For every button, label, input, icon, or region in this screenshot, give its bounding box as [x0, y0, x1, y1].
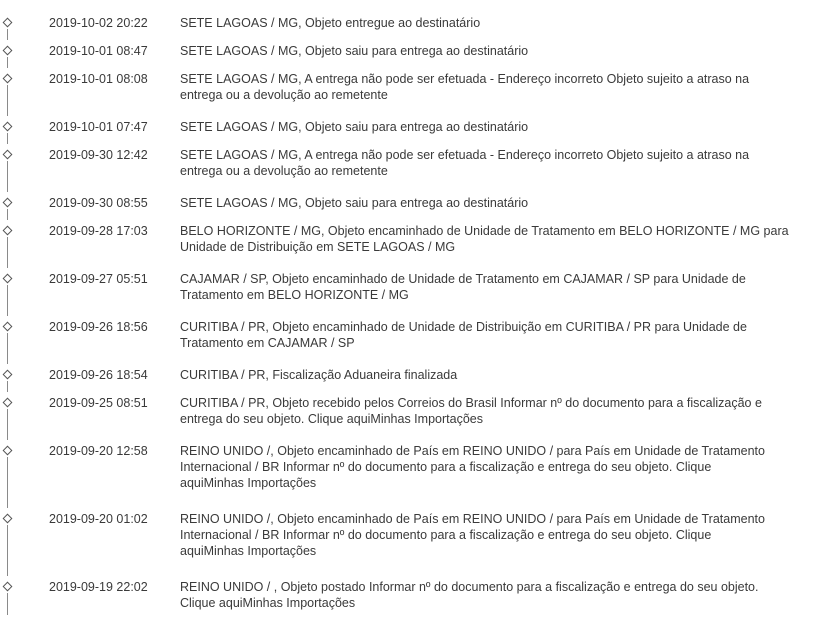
timeline-connector	[7, 525, 8, 576]
timeline-connector	[7, 285, 8, 316]
event-date: 2019-10-01 07:47	[49, 120, 148, 134]
event-description-line: aquiMinhas Importações	[180, 476, 317, 490]
event-date: 2019-10-02 20:22	[49, 16, 148, 30]
event-date: 2019-09-26 18:56	[49, 320, 148, 334]
event-description-line: SETE LAGOAS / MG, Objeto saiu para entrega ao destinatário	[180, 120, 529, 134]
event-description-line: SETE LAGOAS / MG, Objeto saiu para entrega ao destinatário	[180, 196, 529, 210]
timeline-connector	[7, 57, 8, 68]
diamond-marker-icon	[3, 322, 13, 332]
event-date: 2019-09-20 12:58	[49, 444, 148, 458]
event-description	[180, 15, 831, 31]
event-date: 2019-09-30 08:55	[49, 196, 148, 210]
diamond-marker-icon	[3, 226, 13, 236]
timeline-connector	[7, 133, 8, 144]
event-description	[180, 71, 831, 103]
event-description-line: CURITIBA / PR, Objeto recebido pelos Correios do Brasil Informar nº do documento para a fiscalização e	[180, 396, 762, 410]
event-description	[180, 119, 831, 135]
diamond-marker-icon	[3, 122, 13, 132]
event-description-line: CURITIBA / PR, Fiscalização Aduaneira finalizada	[180, 368, 458, 382]
event-description	[180, 319, 831, 351]
event-description-line: SETE LAGOAS / MG, A entrega não pode ser efetuada - Endereço incorreto Objeto sujeito a atraso na	[180, 72, 750, 86]
event-description-line: aquiMinhas Importações	[180, 544, 317, 558]
event-description	[180, 271, 831, 303]
timeline-connector	[7, 161, 8, 192]
event-date: 2019-09-19 22:02	[49, 580, 148, 594]
event-description	[180, 579, 831, 611]
timeline-connector	[7, 85, 8, 116]
event-description	[180, 367, 831, 383]
timeline-connector	[7, 237, 8, 268]
timeline-connector	[7, 409, 8, 440]
diamond-marker-icon	[3, 370, 13, 380]
timeline-connector	[7, 593, 8, 615]
timeline-connector	[7, 209, 8, 220]
event-date: 2019-09-28 17:03	[49, 224, 148, 238]
event-date: 2019-09-30 12:42	[49, 148, 148, 162]
timeline-connector	[7, 29, 8, 40]
diamond-marker-icon	[3, 514, 13, 524]
event-description-line: CAJAMAR / SP, Objeto encaminhado de Unidade de Tratamento em CAJAMAR / SP para Unidade de	[180, 272, 746, 286]
event-description-line: SETE LAGOAS / MG, A entrega não pode ser efetuada - Endereço incorreto Objeto sujeito a atraso na	[180, 148, 750, 162]
event-description	[180, 195, 831, 211]
timeline-connector	[7, 457, 8, 508]
event-description-line: Internacional / BR Informar nº do documento para a fiscalização e entrega do seu objeto. Clique	[180, 460, 712, 474]
event-date: 2019-09-25 08:51	[49, 396, 148, 410]
event-description	[180, 43, 831, 59]
event-description-line: CURITIBA / PR, Objeto encaminhado de Unidade de Distribuição em CURITIBA / PR para Unidade de	[180, 320, 747, 334]
diamond-marker-icon	[3, 398, 13, 408]
event-description-line: Internacional / BR Informar nº do documento para a fiscalização e entrega do seu objeto. Clique	[180, 528, 712, 542]
event-description-line: SETE LAGOAS / MG, Objeto saiu para entrega ao destinatário	[180, 44, 529, 58]
event-description	[180, 395, 831, 427]
diamond-marker-icon	[3, 74, 13, 84]
event-description-line: REINO UNIDO /, Objeto encaminhado de País em REINO UNIDO / para País em Unidade de Tratamento	[180, 512, 765, 526]
event-date: 2019-09-27 05:51	[49, 272, 148, 286]
diamond-marker-icon	[3, 446, 13, 456]
event-description-line: Tratamento em CAJAMAR / SP	[180, 336, 355, 350]
event-date: 2019-10-01 08:08	[49, 72, 148, 86]
event-description-line: REINO UNIDO / , Objeto postado Informar nº do documento para a fiscalização e entrega do seu objeto.	[180, 580, 759, 594]
event-description	[180, 223, 831, 255]
event-description	[180, 147, 831, 179]
event-description-line: REINO UNIDO /, Objeto encaminhado de País em REINO UNIDO / para País em Unidade de Tratamento	[180, 444, 765, 458]
diamond-marker-icon	[3, 198, 13, 208]
timeline-connector	[7, 333, 8, 364]
diamond-marker-icon	[3, 582, 13, 592]
event-description-line: Tratamento em BELO HORIZONTE / MG	[180, 288, 409, 302]
event-description-line: BELO HORIZONTE / MG, Objeto encaminhado de Unidade de Tratamento em BELO HORIZONTE / MG para	[180, 224, 789, 238]
event-description-line: Unidade de Distribuição em SETE LAGOAS / MG	[180, 240, 456, 254]
event-description	[180, 511, 831, 559]
event-description-line: Clique aquiMinhas Importações	[180, 596, 356, 610]
event-description-line: entrega ou a devolução ao remetente	[180, 88, 388, 102]
diamond-marker-icon	[3, 150, 13, 160]
event-description-line: entrega ou a devolução ao remetente	[180, 164, 388, 178]
event-date: 2019-10-01 08:47	[49, 44, 148, 58]
event-date: 2019-09-26 18:54	[49, 368, 148, 382]
timeline-connector	[7, 381, 8, 392]
event-description-line: entrega do seu objeto. Clique aquiMinhas Importações	[180, 412, 483, 426]
diamond-marker-icon	[3, 274, 13, 284]
event-date: 2019-09-20 01:02	[49, 512, 148, 526]
diamond-marker-icon	[3, 18, 13, 28]
diamond-marker-icon	[3, 46, 13, 56]
event-description-line: SETE LAGOAS / MG, Objeto entregue ao destinatário	[180, 16, 481, 30]
event-description	[180, 443, 831, 491]
